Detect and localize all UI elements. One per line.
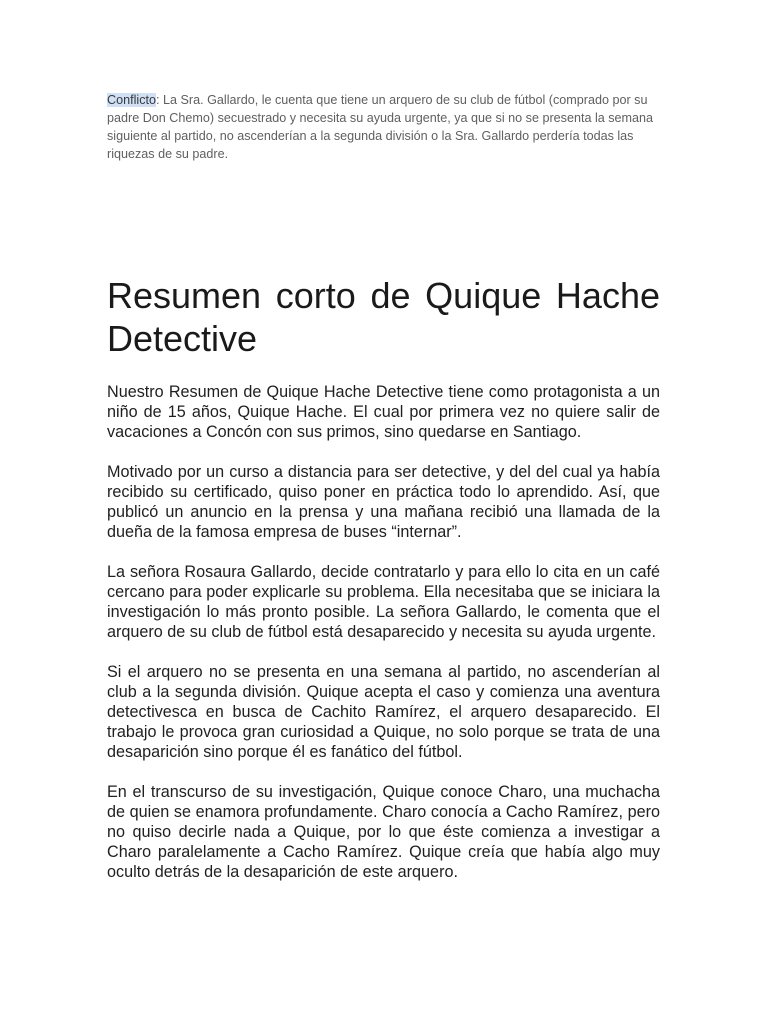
paragraph-3: La señora Rosaura Gallardo, decide contratarlo y para ello lo cita en un café cercano para poder explicarle su problema. Ella necesitaba que se iniciara la investigación lo más pronto posible. La señora Gallardo, le comenta que el arquero de su club de fútbol está desaparecido y necesita su ayuda urgente. <box>107 563 660 641</box>
summary-body <box>107 382 660 882</box>
conflict-paragraph <box>107 91 660 163</box>
paragraph-1: Nuestro Resumen de Quique Hache Detective tiene como protagonista a un niño de 15 años, Quique Hache. El cual por primera vez no quiere salir de vacaciones a Concón con sus primos, sino quedarse en Santiago. <box>107 383 660 441</box>
conflict-text: : La Sra. Gallardo, le cuenta que tiene un arquero de su club de fútbol (comprado por su padre Don Chemo) secuestrado y necesita su ayuda urgente, ya que si no se presenta la semana siguiente al partido, no ascenderían a la segunda división o la Sra. Gallardo perdería todas las riquezas de su padre. <box>107 93 654 161</box>
paragraph-4: Si el arquero no se presenta en una semana al partido, no ascenderían al club a la segunda división. Quique acepta el caso y comienza una aventura detectivesca en busca de Cachito Ramírez, el arquero desaparecido. El trabajo le provoca gran curiosidad a Quique, no solo porque se trata de una desaparición sino porque él es fanático del fútbol. <box>107 663 660 761</box>
paragraph-5: En el transcurso de su investigación, Quique conoce Charo, una muchacha de quien se enamora profundamente. Charo conocía a Cacho Ramírez, pero no quiso decirle nada a Quique, por lo que éste comienza a investigar a Charo paralelamente a Cacho Ramírez. Quique creía que había algo muy oculto detrás de la desaparición de este arquero. <box>107 783 660 881</box>
paragraph-2: Motivado por un curso a distancia para ser detective, y del del cual ya había recibido su certificado, quiso poner en práctica todo lo aprendido. Así, que publicó un anuncio en la prensa y una mañana recibió una llamada de la dueña de la famosa empresa de buses “internar”. <box>107 463 660 541</box>
page-title: Resumen corto de Quique Hache Detective <box>107 275 660 359</box>
document-page <box>107 91 660 902</box>
conflict-label: Conflicto <box>107 93 156 107</box>
